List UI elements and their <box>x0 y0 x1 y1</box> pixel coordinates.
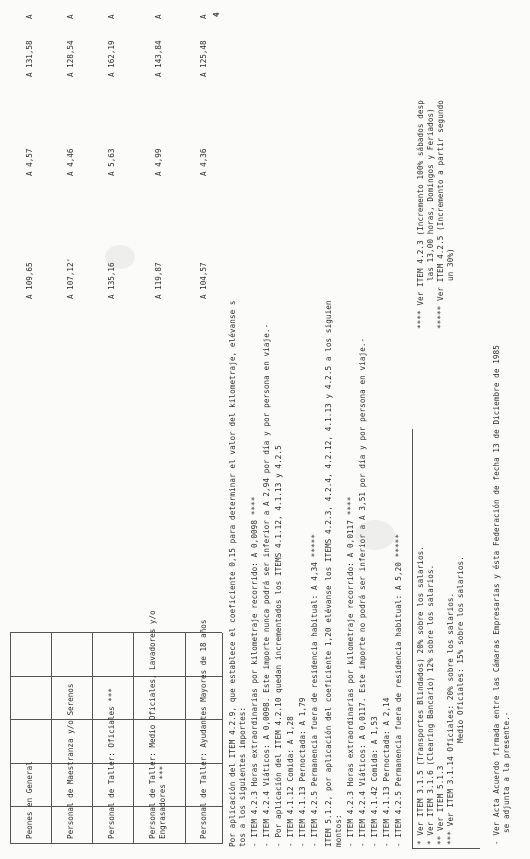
row-category: Personal de Taller: Ayudantes Mayores de 18 años <box>199 619 208 839</box>
row-value: A 143,84 <box>154 40 163 77</box>
paragraph-line: montos: <box>334 814 343 847</box>
row-category: Personal de Taller: Medio Oficiales, Lavadores y/o Engrasadores *** <box>148 610 167 839</box>
paragraph-line: tos a los siguientes importes: <box>238 706 247 847</box>
table-row <box>25 761 35 839</box>
item-line: - ITEM 4.2.3 Horas extraordinarias por kilometraje recorrido: A 0,0098 **** <box>250 496 259 847</box>
item-line: - ITEM 4.2.5 Permanencia fuera de residencia habitual: A 5,20 ***** <box>394 533 403 847</box>
item-line: - ITEM 4.1.42 Comida: A 1,53 <box>370 716 379 847</box>
item-line: - ITEM 4.1.12 Comida: A 1,28 <box>286 716 295 847</box>
footnote: ** Ver ITEM 5.1.3 <box>436 765 445 845</box>
footnote: un 30%) <box>446 248 455 281</box>
footnote: **** Ver ITEM 4.2.3 (Incremento 100% sábados desp <box>416 100 425 329</box>
footnote: las 13,00 horas, Domingos y Feriados) <box>426 108 435 281</box>
paragraph-line: Por aplicación del ITEM 4.2.9, que establece el coeficiente 0,15 para determinar el valor del kilometraje, elévanse s <box>228 300 237 847</box>
table-row <box>107 688 117 839</box>
closing-note: se adjunta a la presente.- <box>502 711 511 833</box>
row-value: A <box>66 14 75 19</box>
footnote: * Ver ITEM 3.1.5 (Transportes Blindados) 20% sobre los salarios. <box>416 546 425 845</box>
row-value: A <box>107 14 116 19</box>
row-category: Peones en General <box>25 761 34 839</box>
page-number: 4 <box>212 12 221 17</box>
scan-smudge <box>105 245 135 269</box>
paragraph-line: ITEM 5.1.2, por aplicación del coeficiente 1,20 elévanse los ITEMS 4.2.3, 4.2.4, 4.2.12, 4.1.13 y 4.2.5 a los siguien <box>324 300 333 847</box>
row-value: A 4,99 <box>154 148 163 176</box>
item-line: - ITEM 4.2.4 Viáticos: A 0,0098. Este importe nunca podrá ser inferior a A 2,94 por día y por persona en viaje.- <box>262 323 271 847</box>
footnote: ***** Ver ITEM 4.2.5 (Incremento a partir segundo <box>436 100 445 329</box>
row-value: A 131,58 <box>25 40 34 77</box>
closing-note: - Ver Acta Acuerdo firmada entre las Cámaras Empresarias y ésta Federación de fecha 13 de Diciembre de 1985 <box>492 345 501 845</box>
item-line: - ITEM 4.1.13 Pernoctada: A 2,14 <box>382 697 391 847</box>
row-value: A 109,65 <box>25 262 34 299</box>
row-value: A 4,36 <box>199 148 208 176</box>
item-line: - ITEM 4.1.13 Pernoctada: A 1,79 <box>298 697 307 847</box>
row-value: A 104,57 <box>199 262 208 299</box>
row-value: A 135,16 <box>107 262 116 299</box>
row-value: A 4,46 <box>66 148 75 176</box>
row-category: Personal de Maestranza y/o Serenos <box>66 683 75 839</box>
row-value: A <box>154 14 163 19</box>
table-row <box>199 620 209 839</box>
row-value: A <box>199 14 208 19</box>
item-line: - ITEM 4.2.3 Horas extraordinarias por kilometraje recorrido: A 0,0117 **** <box>346 496 355 847</box>
row-value: A 128,54 <box>66 40 75 77</box>
table-row <box>148 609 168 839</box>
table-row <box>66 684 76 839</box>
item-line: - ITEM 4.2.5 Permanencia fuera de residencia habitual: A 4,34 ***** <box>310 533 319 847</box>
footnote: *** Ver ITEM 3.1.14 Oficiales: 20% sobre los salarios. <box>446 592 455 845</box>
scan-smudge <box>355 520 395 550</box>
row-value: A 119,87 <box>154 262 163 299</box>
footnote: Medio Oficiales: 15% sobre los salarios. <box>456 556 465 743</box>
item-line: - ITEM 4.2.4 Viáticos: A 0,0117. Este importe no podrá ser inferior a A 3,51 por día y por persona en viaje.- <box>358 337 367 847</box>
item-line: - Por aplicación del ITEM 4.2.10 quedan incrementados los ITEMS 4.1.12, 4.1.13 y 4.2.5 <box>274 445 283 847</box>
row-value: A 4,57 <box>25 148 34 176</box>
row-category: Personal de Taller: Oficiales *** <box>107 688 116 839</box>
row-value: A 125,48 <box>199 40 208 77</box>
row-value: A 107,12' <box>66 257 75 299</box>
row-value: A <box>25 14 34 19</box>
footnote: * Ver ITEM 3.1.6 (Clearing Bancario) 12% sobre los salarios. <box>426 564 435 845</box>
row-value: A 162,19 <box>107 40 116 77</box>
row-value: A 5,63 <box>107 148 116 176</box>
